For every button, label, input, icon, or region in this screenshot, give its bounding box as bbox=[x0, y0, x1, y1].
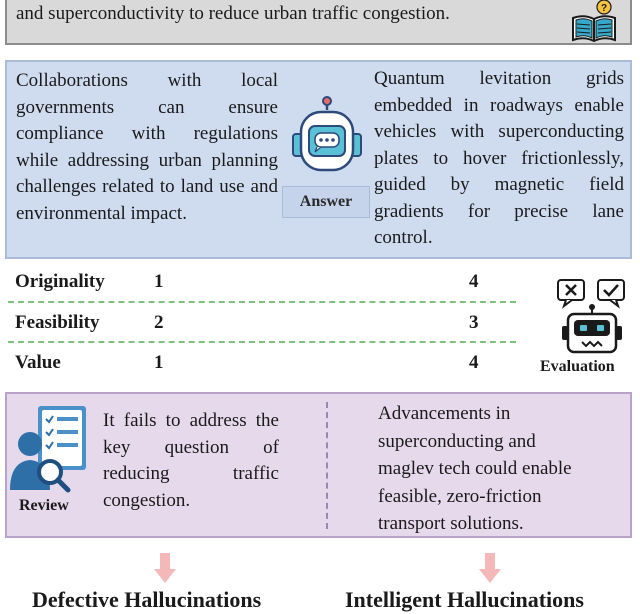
question-text: and superconductivity to reduce urban traffic congestion. bbox=[16, 3, 450, 24]
answer-left-text: Collaborations with local governments can ensure compliance with regulations while addressing urban planning challenges related to land use and environmental impact. bbox=[16, 70, 278, 224]
eval-divider bbox=[8, 301, 516, 303]
review-right-text: Advancements in superconducting and maglev tech could enable feasible, zero-friction transport solutions. bbox=[378, 403, 572, 534]
eval-divider bbox=[8, 341, 516, 343]
arrow-down-icon bbox=[479, 553, 501, 585]
robot-evaluator-icon bbox=[552, 278, 632, 360]
review-left-text: It fails to address the key question of reducing traffic congestion. bbox=[103, 410, 279, 511]
eval-criterion-value: Value bbox=[15, 352, 61, 373]
review-divider bbox=[326, 402, 328, 529]
defective-hallucinations-label: Defective Hallucinations bbox=[32, 587, 262, 612]
eval-score-left: 1 bbox=[154, 271, 164, 292]
evaluation-label: Evaluation bbox=[540, 358, 615, 375]
arrow-down-icon bbox=[154, 553, 176, 585]
eval-score-left: 1 bbox=[154, 352, 164, 373]
intelligent-hallucinations-label: Intelligent Hallucinations bbox=[345, 587, 584, 612]
robot-icon bbox=[287, 96, 367, 188]
eval-score-right: 4 bbox=[469, 352, 479, 373]
answer-label: Answer bbox=[282, 186, 370, 218]
review-label: Review bbox=[19, 497, 69, 514]
eval-score-right: 4 bbox=[469, 271, 479, 292]
eval-criterion-originality: Originality bbox=[15, 271, 105, 292]
book-question-icon bbox=[568, 0, 620, 46]
answer-right-text: Quantum levitation grids embedded in roadways enable vehicles with superconducting plates to hover frictionlessly, guided by magnetic field gradients for precise lane control. bbox=[374, 68, 624, 248]
svg-text:?: ? bbox=[600, 3, 608, 14]
eval-score-left: 2 bbox=[154, 312, 164, 333]
checklist-magnifier-icon bbox=[8, 402, 90, 494]
eval-score-right: 3 bbox=[469, 312, 479, 333]
eval-criterion-feasibility: Feasibility bbox=[15, 312, 100, 333]
